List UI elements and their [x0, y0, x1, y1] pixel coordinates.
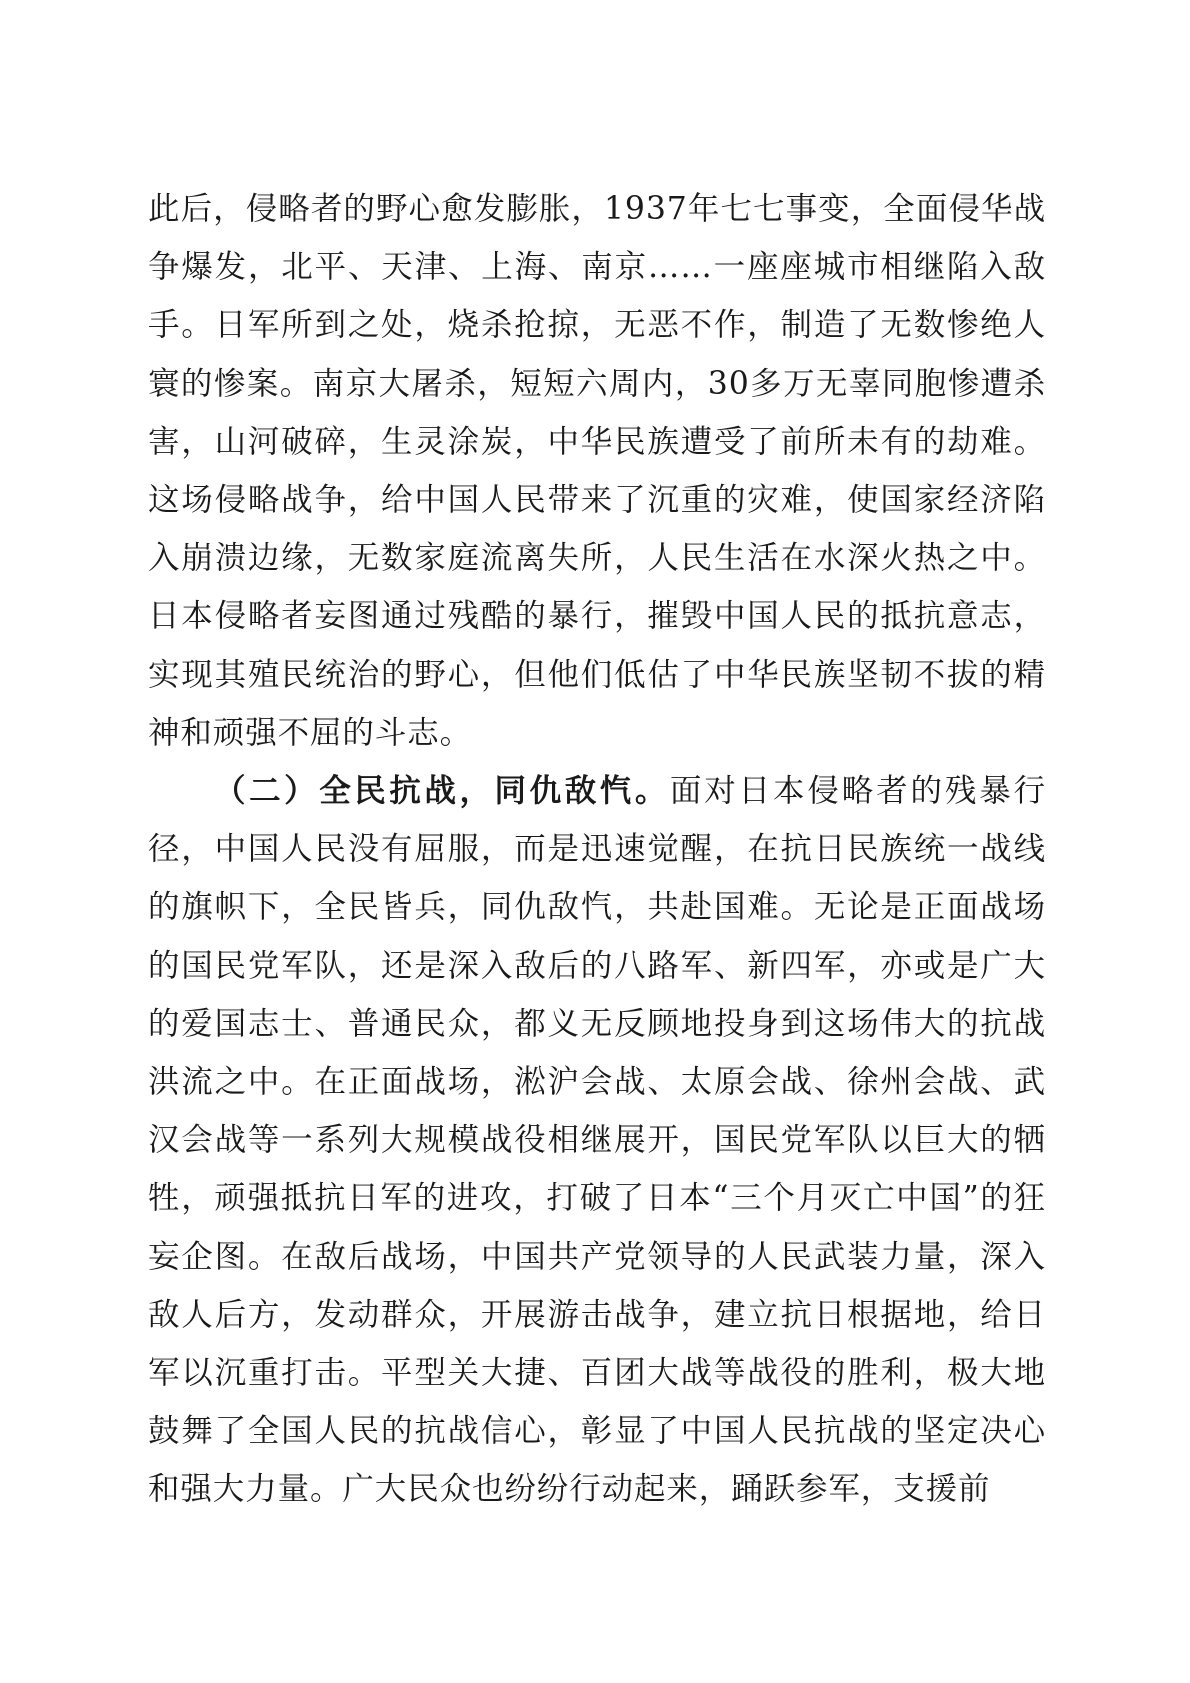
- document-page: [148, 180, 1046, 1519]
- paragraph-section-two: [148, 762, 1046, 1519]
- paragraph-1-text: 此后，侵略者的野心愈发膨胀，1937年七七事变，全面侵华战争爆发，北平、天津、上海、南京……一座座城市相继陷入敌手。日军所到之处，烧杀抢掠，无恶不作，制造了无数惨绝人寰的惨案。南京大屠杀，短短六周内，30多万无辜同胞惨遭杀害，山河破碎，生灵涂炭，中华民族遭受了前所未有的劫难。这场侵略战争，给中国人民带来了沉重的灾难，使国家经济陷入崩溃边缘，无数家庭流离失所，人民生活在水深火热之中。日本侵略者妄图通过残酷的暴行，摧毁中国人民的抵抗意志，实现其殖民统治的野心，但他们低估了中华民族坚韧不拔的精神和顽强不屈的斗志。: [148, 191, 1046, 751]
- paragraph-continuation: [148, 180, 1046, 762]
- paragraph-2-text: 面对日本侵略者的残暴行径，中国人民没有屈服，而是迅速觉醒，在抗日民族统一战线的旗帜下，全民皆兵，同仇敌忾，共赴国难。无论是正面战场的国民党军队，还是深入敌后的八路军、新四军，亦或是广大的爱国志士、普通民众，都义无反顾地投身到这场伟大的抗战洪流之中。在正面战场，淞沪会战、太原会战、徐州会战、武汉会战等一系列大规模战役相继展开，国民党军队以巨大的牺牲，顽强抵抗日军的进攻，打破了日本“三个月灭亡中国”的狂妄企图。在敌后战场，中国共产党领导的人民武装力量，深入敌人后方，发动群众，开展游击战争，建立抗日根据地，给日军以沉重打击。平型关大捷、百团大战等战役的胜利，极大地鼓舞了全国人民的抗战信心，彰显了中国人民抗战的坚定决心和强大力量。广大民众也纷纷行动起来，踊跃参军，支援前: [148, 773, 1046, 1508]
- section-heading: （二）全民抗战，同仇敌忾。: [214, 773, 670, 810]
